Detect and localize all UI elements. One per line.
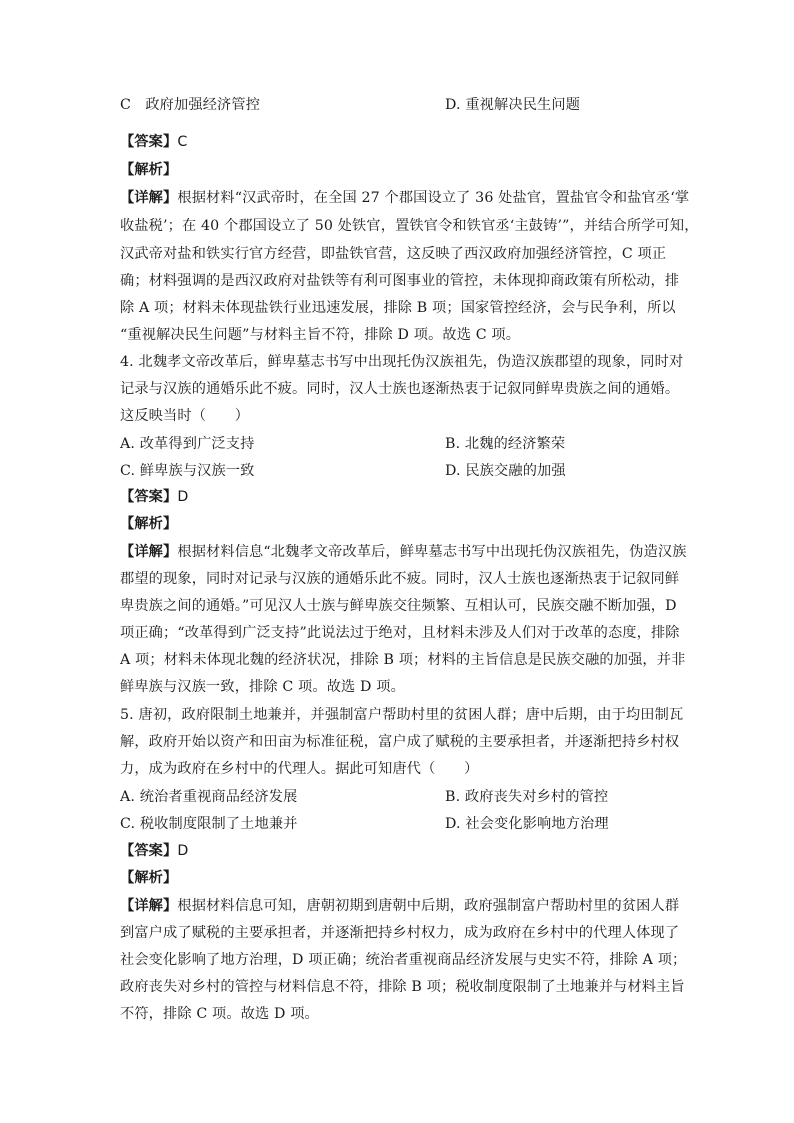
q4-detail-line-3: 卑贵族之间的通婚。”可见汉人士族与鲜卑族交往频繁、互相认可，民族交融不断加强，D: [120, 598, 677, 614]
detail-tag: 【详解】: [120, 544, 178, 560]
answer-value: D: [177, 489, 189, 505]
q4-detail-line-2: 郡望的现象，同时对记录与汉族的通婚乐此不疲。同时，汉人士族也逐渐热衷于记叙同鲜: [120, 571, 680, 587]
q3-detail-line-6: “重视解决民生问题”与材料主旨不符，排除 D 项。故选 C 项。: [120, 327, 521, 343]
answer-tag: 【答案】: [120, 843, 178, 859]
q4-detail-line-6: 鲜卑族与汉族一致，排除 C 项。故选 D 项。: [120, 679, 405, 695]
answer-tag: 【答案】: [120, 134, 178, 150]
q3-detail-line-4: 确；材料强调的是西汉政府对盐铁等有利可图事业的管控，未体现抑商政策有所松动，排: [120, 273, 680, 289]
q4-option-c: C. 鲜卑族与汉族一致: [120, 463, 255, 479]
q4-option-a: A. 改革得到广泛支持: [120, 436, 255, 452]
q4-option-b: B. 北魏的经济繁荣: [445, 436, 566, 452]
detail-text: 根据材料信息可知，唐朝初期到唐朝中后期，政府强制富户帮助村里的贫困人群: [177, 898, 680, 914]
q5-detail-line-4: 政府丧失对乡村的管控与材料信息不符，排除 B 项；税收制度限制了土地兼并与材料主旨: [120, 979, 685, 995]
q5-stem-line-2: 解，政府开始以资产和田亩为标准征税，富户成了赋税的主要承担者，并逐渐把持乡村权: [120, 734, 680, 750]
q4-stem-line-1: 4. 北魏孝文帝改革后，鲜卑墓志书写中出现托伪汉族祖先，伪造汉族郡望的现象，同时对: [120, 354, 684, 370]
q4-stem-line-2: 记录与汉族的通婚乐此不疲。同时，汉人士族也逐渐热衷于记叙同鲜卑贵族之间的通婚。: [120, 381, 680, 397]
analysis-tag: 【解析】: [120, 516, 178, 532]
q4-detail-line-5: A 项；材料未体现北魏的经济状况，排除 B 项；材料的主旨信息是民族交融的加强，并非: [120, 652, 686, 668]
q5-option-a: A. 统治者重视商品经济发展: [120, 789, 298, 805]
q5-option-b: B. 政府丧失对乡村的管控: [445, 789, 609, 805]
q5-detail-line-2: 到富户成了赋税的主要承担者，并逐渐把持乡村权力，成为政府在乡村中的代理人体现了: [120, 925, 680, 941]
q3-option-c: C 政府加强经济管控: [120, 97, 261, 113]
detail-text: 根据材料信息“北魏孝文帝改革后，鲜卑墓志书写中出现托伪汉族祖先，伪造汉族: [177, 544, 687, 560]
detail-tag: 【详解】: [120, 898, 178, 914]
q4-option-d: D. 民族交融的加强: [445, 463, 566, 479]
q5-stem-line-3: 力，成为政府在乡村中的代理人。据此可知唐代（ ）: [120, 761, 479, 777]
q4-stem-line-3: 这反映当时（ ）: [120, 408, 250, 424]
q3-analysis-tag: [120, 161, 680, 179]
analysis-tag: 【解析】: [120, 870, 178, 886]
q3-detail-line-5: 除 A 项；材料未体现盐铁行业迅速发展，排除 B 项；国家管控经济，会与民争利，所以: [120, 300, 676, 316]
q5-option-d: D. 社会变化影响地方治理: [445, 816, 609, 832]
q4-analysis-tag: [120, 515, 680, 533]
q3-detail-line-1: [120, 189, 690, 207]
q3-option-d: D. 重视解决民生问题: [445, 97, 581, 113]
q3-answer: [120, 133, 680, 151]
analysis-tag: 【解析】: [120, 162, 178, 178]
detail-text: 根据材料“汉武帝时，在全国 27 个郡国设立了 36 处盐官，置盐官令和盐官丞‘掌: [177, 190, 690, 206]
q5-answer: [120, 842, 680, 860]
q5-stem-line-1: 5. 唐初，政府限制土地兼并，并强制富户帮助村里的贫困人群；唐中后期，由于均田制瓦: [120, 707, 684, 723]
answer-value: D: [177, 843, 189, 859]
q3-detail-line-2: 收盐税’；在 40 个郡国设立了 50 处铁官，置铁官令和铁官丞‘主鼓铸’”，并结合所学可知，: [120, 218, 699, 234]
q5-detail-line-1: [120, 897, 680, 915]
q5-option-c: C. 税收制度限制了土地兼并: [120, 816, 298, 832]
q4-detail-line-1: [120, 543, 687, 561]
q4-answer: [120, 488, 680, 506]
answer-value: C: [177, 134, 188, 150]
q5-detail-line-3: 社会变化影响了地方治理，D 项正确；统治者重视商品经济发展与史实不符，排除 A 项；: [120, 952, 687, 968]
answer-tag: 【答案】: [120, 489, 178, 505]
q4-detail-line-4: 项正确；“改革得到广泛支持”此说法过于绝对，且材料未涉及人们对于改革的态度，排除: [120, 625, 680, 641]
q5-analysis-tag: [120, 869, 680, 887]
detail-tag: 【详解】: [120, 190, 178, 206]
q3-detail-line-3: 汉武帝对盐和铁实行官方经营，即盐铁官营，这反映了西汉政府加强经济管控，C 项正: [120, 246, 667, 262]
q5-detail-line-5: 不符，排除 C 项。故选 D 项。: [120, 1006, 319, 1022]
